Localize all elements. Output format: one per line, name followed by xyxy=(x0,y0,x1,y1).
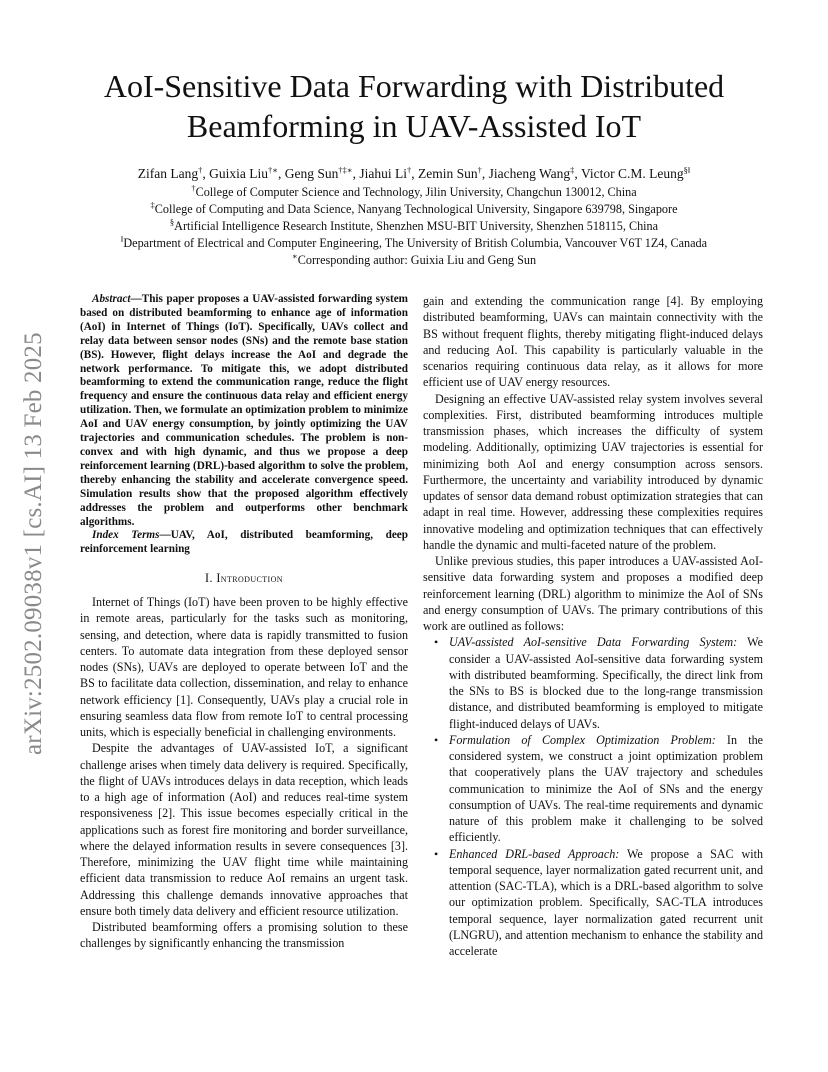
corresponding-author: ∗Corresponding author: Guixia Liu and Geng Sun xyxy=(291,251,537,267)
list-item: • UAV-assisted AoI-sensitive Data Forwarding System: We consider a UAV-assisted AoI-sensitive data forwarding system with distributed beamforming. Specifically, the direct link from the SNs to BS is blocked due to the long-range transmission distance, and distributed beamforming is employed to mitigate flight-induced delays of UAVs. xyxy=(434,635,763,731)
title-line-1: AoI-Sensitive Data Forwarding with Distributed xyxy=(103,68,725,104)
affiliation: ‖Department of Electrical and Computer Engineering, The University of British Columbia, Vancouver V6T 1Z4, Canada xyxy=(120,234,707,250)
contributions-list xyxy=(423,634,763,959)
author: Victor C.M. Leung§‖ xyxy=(580,165,691,181)
author: Jiahui Li†, xyxy=(359,165,419,181)
paper-title xyxy=(60,66,768,146)
paragraph: Unlike previous studies, this paper introduces a UAV-assisted AoI-sensitive data forwarding system and proposes a modified deep reinforcement learning (DRL) algorithm to minimize the AoI of SNs and energy consumption of UAVs. The primary contributions of this work are outlined as follows: xyxy=(423,554,763,633)
author: Zifan Lang†, xyxy=(137,165,210,181)
paragraph: Despite the advantages of UAV-assisted IoT, a significant challenge arises when timely data delivery is required. Specifically, the flight of UAVs introduces delays in data reception, which leads to a high age of information (AoI) and reduces real-time system responsiveness [2]. This issue becomes especially critical in the applications such as forest fire monitoring and border surveillance, where the delayed information results in severe consequences [3]. Therefore, minimizing the UAV flight time while maintaining efficient data transmission to reduce AoI remains an urgent task. Addressing this challenge demands innovative approaches that ensure both timely data delivery and efficient resource utilization. xyxy=(80,741,408,918)
title-line-2: Beamforming in UAV-Assisted IoT xyxy=(186,108,642,144)
author: Jiacheng Wang‡, xyxy=(488,165,581,181)
paragraph: gain and extending the communication range [4]. By employing distributed beamforming, UAVs can maintain connectivity with the BS without frequent flights, thereby mitigating flight-induced delays and reducing AoI. This capability is particularly valuable in the scenarios requiring continuous data relay, as it allows for more efficient use of UAV energy resources. xyxy=(423,294,763,390)
paragraph: Internet of Things (IoT) have been proven to be highly effective in remote areas, particularly for the tasks such as monitoring, sensing, and detection, where data is rapidly transmitted to fusion centers. To automate data integration from these deployed sensor nodes (SNs), UAVs are deployed to operate between IoT and the BS to facilitate data collection, dissemination, and relay to enhance network efficiency [1]. Consequently, UAVs play a crucial role in ensuring seamless data flow from remote IoT to central processing units, which is especially beneficial in challenging environments. xyxy=(80,595,408,740)
section-heading-introduction: I. Introduction xyxy=(205,571,283,586)
bullet-icon: • xyxy=(434,635,439,650)
list-item: • Enhanced DRL-based Approach: We propose a SAC with temporal sequence, layer normalization gated recurrent unit, and attention (SAC-TLA), which is a DRL-based algorithm to solve our optimization problem. Specifically, SAC-TLA introduces temporal sequence, layer normalization gated recurrent unit (LNGRU), and attention mechanism to enhance the stability and accelerate xyxy=(434,846,763,958)
paragraph: Designing an effective UAV-assisted relay system involves several complexities. First, distributed beamforming introduces multiple transmission phases, which increases the difficulty of system modeling. Additionally, optimizing UAV trajectories is essential for minimizing both AoI and energy consumption across sensors. Furthermore, the uncertainty and variability introduced by dynamic updates of sensor data demand robust optimization strategies that can adapt in real time. However, addressing these complexities requires innovative modeling and optimization techniques that can effectively handle the dynamic and multi-faceted nature of the problem. xyxy=(423,391,763,552)
bullet-icon: • xyxy=(434,846,439,861)
author: Guixia Liu†∗, xyxy=(209,165,285,181)
affiliation: †College of Computer Science and Technology, Jilin University, Changchun 130012, China xyxy=(191,183,637,199)
author: Zemin Sun†, xyxy=(418,165,489,181)
bullet-icon: • xyxy=(434,732,439,747)
author: Geng Sun†‡∗, xyxy=(284,165,360,181)
paragraph: Distributed beamforming offers a promising solution to these challenges by significantly enhancing the transmission xyxy=(80,920,408,951)
left-column xyxy=(80,293,408,952)
index-terms: Index Terms—UAV, AoI, distributed beamforming, deep reinforcement learning xyxy=(80,529,408,556)
author-list xyxy=(40,162,788,182)
affiliation: §Artificial Intelligence Research Institute, Shenzhen MSU-BIT University, Shenzhen 518115, China xyxy=(169,217,659,233)
right-column xyxy=(423,293,763,959)
affiliation: ‡College of Computing and Data Science, Nanyang Technological University, Singapore 639798, Singapore xyxy=(150,200,678,216)
list-item: • Formulation of Complex Optimization Problem: In the considered system, we construct a joint optimization problem that cooperatively plans the UAV trajectory and schedules communication to minimize the AoI of SNs and the energy consumption of UAVs. The real-time requirements and dynamic nature of this problem make it challenging to be solved efficiently. xyxy=(434,732,763,845)
abstract: Abstract—This paper proposes a UAV-assisted forwarding system based on distributed beamforming to enhance age of information (AoI) in Internet of Things (IoT). Specifically, UAVs collect and relay data between sensor nodes (SNs) and the remote base station (BS). However, flight delays increase the AoI and degrade the network performance. To mitigate this, we adopt distributed beamforming to extend the communication range, reduce the flight frequency and ensure the continuous data relay and efficient energy utilization. Then, we formulate an optimization problem to minimize AoI and UAV energy consumption, by jointly optimizing the UAV trajectories and communication schedules. The problem is non-convex and with high dynamic, and thus we propose a deep reinforcement learning (DRL)-based algorithm to solve the problem, thereby enhancing the stability and accelerate convergence speed. Simulation results show that the proposed algorithm effectively addresses the problem and outperforms other benchmark algorithms. xyxy=(80,293,408,528)
arxiv-stamp: arXiv:2502.09038v1 [cs.AI] 13 Feb 2025 xyxy=(20,332,47,755)
